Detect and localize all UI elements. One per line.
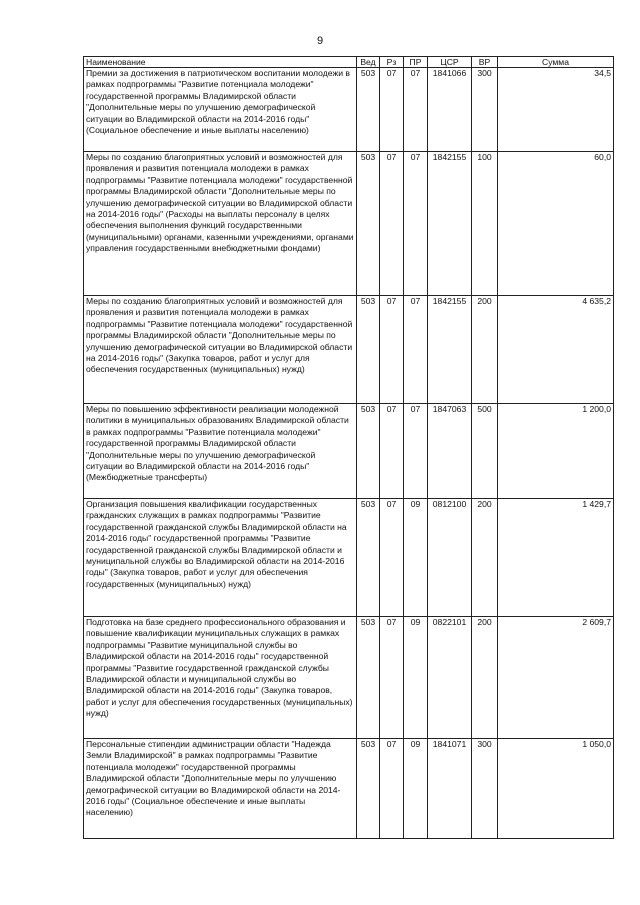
row-name: Премии за достижения в патриотическом воспитании молодежи в рамках подпрограммы "Развитие потенциала молодежи" государственной программы Владимирской области "Дополнительные меры по улучшению демографической ситуации во Владимирской области на 2014-2016 годы" (Социальное обеспечение и иные выплаты населению): [84, 68, 357, 152]
row-csr: 0812100: [428, 499, 472, 617]
row-rz: 07: [380, 404, 404, 499]
row-rz: 07: [380, 499, 404, 617]
page-number: 9: [316, 35, 324, 47]
row-name: Меры по созданию благоприятных условий и возможностей для проявления и развития потенциала молодежи в рамках подпрограммы "Развитие потенциала молодежи" государственной программы Владимирской области "Дополнительные меры по улучшению демографической ситуации во Владимирской области на 2014-2016 годы" (Расходы на выплаты персоналу в целях обеспечения выполнения функций государственными (муниципальными) органами, казенными учреждениями, органами управления государственными внебюджетными фондами): [84, 152, 357, 296]
row-rz: 07: [380, 68, 404, 152]
row-rz: 07: [380, 152, 404, 296]
table-row: [84, 499, 614, 617]
row-pr: 07: [404, 404, 428, 499]
header-vr: ВР: [472, 57, 498, 68]
row-ved: 503: [357, 68, 380, 152]
row-sum: 4 635,2: [498, 296, 614, 404]
row-vr: 200: [472, 499, 498, 617]
row-rz: 07: [380, 617, 404, 739]
row-pr: 07: [404, 152, 428, 296]
row-ved: 503: [357, 499, 380, 617]
row-vr: 100: [472, 152, 498, 296]
row-ved: 503: [357, 152, 380, 296]
header-name: Наименование: [84, 57, 357, 68]
row-vr: 300: [472, 739, 498, 839]
row-vr: 300: [472, 68, 498, 152]
row-pr: 09: [404, 499, 428, 617]
row-vr: 500: [472, 404, 498, 499]
row-ved: 503: [357, 617, 380, 739]
row-vr: 200: [472, 617, 498, 739]
row-pr: 09: [404, 739, 428, 839]
row-ved: 503: [357, 296, 380, 404]
row-csr: 1841066: [428, 68, 472, 152]
row-sum: 1 429,7: [498, 499, 614, 617]
row-pr: 07: [404, 296, 428, 404]
row-csr: 1842155: [428, 152, 472, 296]
row-csr: 1842155: [428, 296, 472, 404]
header-ved: Вед: [357, 57, 380, 68]
table-row: [84, 152, 614, 296]
table-row: [84, 739, 614, 839]
header-rz: Рз: [380, 57, 404, 68]
row-csr: 0822101: [428, 617, 472, 739]
row-name: Меры по повышению эффективности реализации молодежной политики в муниципальных образованиях Владимирской области в рамках подпрограммы "Развитие потенциала молодежи" государственной программы Владимирской области "Дополнительные меры по улучшению демографической ситуации во Владимирской области на 2014-2016 годы" (Межбюджетные трансферты): [84, 404, 357, 499]
row-pr: 07: [404, 68, 428, 152]
row-sum: 1 200,0: [498, 404, 614, 499]
table-row: [84, 296, 614, 404]
row-name: Организация повышения квалификации государственных гражданских служащих в рамках подпрограммы "Развитие государственной гражданской службы Владимирской области на 2014-2016 годы" государственной программы "Развитие государственной гражданской службы Владимирской области и муниципальной службы во Владимирской области на 2014-2016 годы" (Закупка товаров, работ и услуг для обеспечения государственных (муниципальных) нужд): [84, 499, 357, 617]
row-sum: 1 050,0: [498, 739, 614, 839]
table-row: [84, 404, 614, 499]
header-pr: ПР: [404, 57, 428, 68]
budget-table: [83, 56, 614, 839]
header-csr: ЦСР: [428, 57, 472, 68]
row-csr: 1847063: [428, 404, 472, 499]
table-header-row: [84, 57, 614, 68]
header-sum: Сумма: [498, 57, 614, 68]
table-row: [84, 68, 614, 152]
row-csr: 1841071: [428, 739, 472, 839]
row-ved: 503: [357, 739, 380, 839]
row-sum: 2 609,7: [498, 617, 614, 739]
row-sum: 34,5: [498, 68, 614, 152]
row-rz: 07: [380, 296, 404, 404]
row-ved: 503: [357, 404, 380, 499]
table-row: [84, 617, 614, 739]
row-name: Подготовка на базе среднего профессионального образования и повышение квалификации муниципальных служащих в рамках подпрограммы "Развитие муниципальной службы во Владимирской области на 2014-2016 годы" государственной программы "Развитие государственной гражданской службы Владимирской области и муниципальной службы во Владимирской области на 2014-2016 годы" (Закупка товаров, работ и услуг для обеспечения государственных (муниципальных) нужд): [84, 617, 357, 739]
row-sum: 60,0: [498, 152, 614, 296]
row-name: Меры по созданию благоприятных условий и возможностей для проявления и развития потенциала молодежи в рамках подпрограммы "Развитие потенциала молодежи" государственной программы Владимирской области "Дополнительные меры по улучшению демографической ситуации во Владимирской области на 2014-2016 годы" (Закупка товаров, работ и услуг для обеспечения государственных (муниципальных) нужд): [84, 296, 357, 404]
row-name: Персональные стипендии администрации области "Надежда Земли Владимирской" в рамках подпрограммы "Развитие потенциала молодежи" государственной программы Владимирской области "Дополнительные меры по улучшению демографической ситуации во Владимирской области на 2014-2016 годы" (Социальное обеспечение и иные выплаты населению): [84, 739, 357, 839]
row-vr: 200: [472, 296, 498, 404]
row-pr: 09: [404, 617, 428, 739]
row-rz: 07: [380, 739, 404, 839]
